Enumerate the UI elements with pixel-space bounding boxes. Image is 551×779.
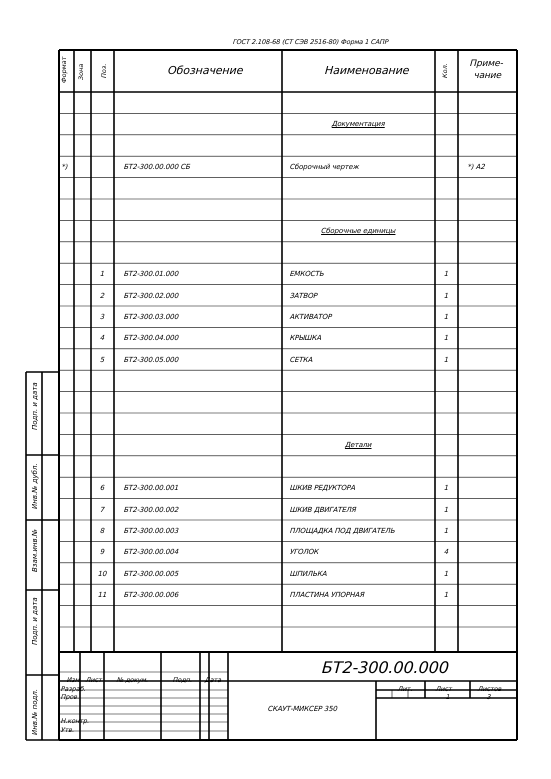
tb-sheets-value: 3 — [486, 693, 492, 701]
tb-role-checked: Пров. — [60, 693, 80, 701]
header-note-line2: чание — [473, 71, 502, 81]
row-qty: 1 — [444, 291, 449, 300]
row-qty: 1 — [444, 355, 449, 364]
row-pos: 7 — [100, 505, 105, 514]
row-designation: БТ2-300.00.006 — [123, 591, 180, 600]
section-title: Документация — [331, 120, 386, 129]
row-name: УГОЛОК — [289, 548, 320, 557]
row-pos: 6 — [100, 484, 105, 493]
section-title: Сборочные единицы — [321, 227, 396, 236]
row-name: ПЛАСТИНА УПОРНАЯ — [289, 591, 365, 600]
row-pos: 5 — [100, 355, 105, 364]
tb-role-norm: Н.контр. — [60, 717, 90, 725]
tb-col-date: Дата — [204, 676, 222, 684]
row-pos: 2 — [100, 291, 105, 300]
row-qty: 1 — [444, 527, 449, 535]
row-designation: БТ2-300.00.003 — [123, 527, 180, 535]
row-format: *) — [61, 163, 69, 172]
row-name: АКТИВАТОР — [289, 313, 333, 321]
header-note-line1: Приме- — [469, 59, 504, 69]
row-pos: 1 — [100, 270, 105, 279]
row-name: Сборочный чертеж — [289, 163, 360, 172]
side-sign-date-bottom: Подп. и дата — [31, 597, 39, 645]
tb-col-doc: № докум. — [116, 676, 149, 684]
header-format: Формат — [60, 56, 68, 83]
row-pos: 3 — [100, 313, 105, 321]
header-zone: Зона — [77, 63, 85, 80]
header-designation: Обозначение — [167, 64, 244, 77]
header-qty: Кол. — [441, 63, 449, 78]
row-name: ШКИВ ДВИГАТЕЛЯ — [289, 505, 357, 514]
side-replace-inv: Взам.инв.№ — [31, 528, 39, 572]
tb-sheet-label: Лист — [435, 685, 453, 693]
header-name: Наименование — [324, 64, 410, 77]
tb-lit-label: Лит. — [397, 685, 413, 693]
row-designation: БТ2-300.00.001 — [123, 484, 180, 493]
header-pos: Поз. — [100, 63, 108, 78]
tb-col-sheet: Лист — [85, 676, 103, 684]
tb-sheets-label: Листов — [477, 685, 502, 693]
row-name: СЕТКА — [289, 355, 314, 364]
row-pos: 11 — [97, 591, 108, 600]
section-title: Детали — [344, 441, 373, 450]
row-pos: 10 — [97, 569, 108, 578]
tb-col-change: Изм — [66, 676, 81, 684]
row-designation: БТ2-300.01.000 — [123, 270, 180, 279]
row-note: *) A2 — [467, 163, 486, 172]
row-pos: 8 — [100, 527, 105, 535]
row-qty: 4 — [444, 548, 449, 557]
row-qty: 1 — [444, 270, 449, 279]
tb-col-sign: Подп. — [172, 676, 193, 684]
row-name: ШПИЛЬКА — [289, 569, 328, 578]
row-qty: 1 — [444, 591, 449, 600]
row-name: ЕМКОСТЬ — [289, 270, 325, 279]
row-name: ПЛОЩАДКА ПОД ДВИГАТЕЛЬ — [289, 527, 396, 535]
tb-role-approved: Утв. — [60, 726, 75, 734]
row-qty: 1 — [444, 484, 449, 493]
row-designation: БТ2-300.00.004 — [123, 548, 180, 557]
tb-sheet-value: 1 — [445, 693, 451, 701]
tb-role-developed: Разраб. — [60, 685, 87, 693]
row-qty: 1 — [444, 569, 449, 578]
side-orig-inv: Инв.№ подл. — [31, 688, 39, 735]
side-dup-inv: Инв.№ дубл. — [31, 463, 39, 509]
row-designation: БТ2-300.00.005 — [123, 569, 180, 578]
row-designation: БТ2-300.00.002 — [123, 505, 180, 514]
row-qty: 1 — [444, 334, 449, 343]
row-pos: 9 — [100, 548, 105, 557]
row-name: ЗАТВОР — [289, 291, 318, 300]
row-name: КРЫШКА — [289, 334, 322, 343]
row-qty: 1 — [444, 313, 449, 321]
form-caption: ГОСТ 2.108-68 (СТ СЭВ 2516-80) Форма 1 САПР — [232, 38, 389, 46]
row-qty: 1 — [444, 505, 449, 514]
row-pos: 4 — [100, 334, 105, 343]
row-designation: БТ2-300.00.000 СБ — [123, 163, 191, 172]
row-designation: БТ2-300.04.000 — [123, 334, 180, 343]
row-designation: БТ2-300.03.000 — [123, 313, 180, 321]
row-designation: БТ2-300.02.000 — [123, 291, 180, 300]
title-block-product-name: СКАУТ-МИКСЕР 350 — [267, 705, 338, 713]
title-block-designation: БТ2-300.00.000 — [321, 658, 450, 677]
row-name: ШКИВ РЕДУКТОРА — [289, 484, 356, 493]
side-sign-date-top: Подп. и дата — [31, 382, 39, 430]
row-designation: БТ2-300.05.000 — [123, 355, 180, 364]
